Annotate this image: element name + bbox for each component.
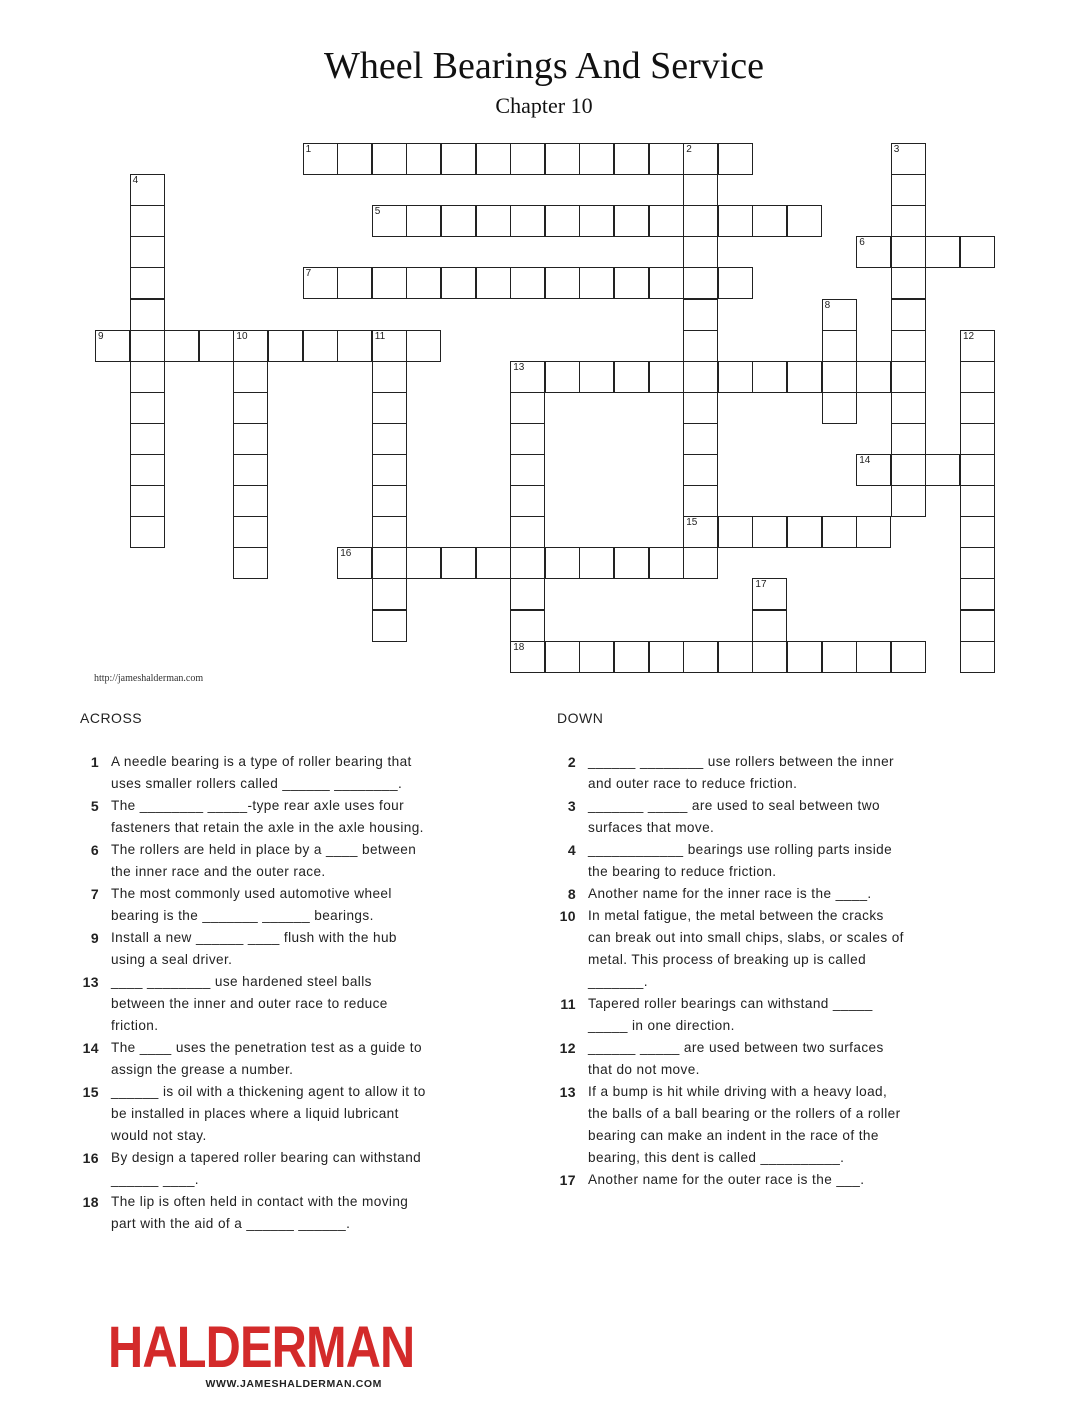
clue-text-line: ____ ________ use hardened steel balls	[111, 974, 372, 989]
crossword-cell	[925, 236, 960, 268]
clue-text-line: Install a new ______ ____ flush with the hub	[111, 930, 397, 945]
crossword-cell	[891, 236, 926, 268]
crossword-cell	[822, 330, 857, 362]
crossword-cell	[787, 516, 822, 548]
crossword-cell	[372, 330, 407, 362]
crossword-cell	[510, 205, 545, 237]
clue-item	[556, 905, 996, 993]
crossword-cell	[683, 547, 718, 579]
clue-text-line: Another name for the outer race is the ___.	[588, 1172, 865, 1187]
crossword-cell	[579, 143, 614, 175]
cell-number: 11	[374, 330, 386, 342]
clue-number: 2	[567, 754, 576, 770]
crossword-cell	[822, 392, 857, 424]
clue-text-line: that do not move.	[588, 1062, 700, 1077]
clue-text-line: ______ is oil with a thickening agent to allow it to	[111, 1084, 426, 1099]
clue-number: 18	[82, 1194, 99, 1210]
crossword-cell	[752, 205, 787, 237]
crossword-cell	[372, 454, 407, 486]
crossword-cell	[406, 330, 441, 362]
clue-item	[79, 971, 519, 1037]
crossword-cell	[510, 143, 545, 175]
crossword-cell	[891, 267, 926, 299]
clue-text-line: bearing, this dent is called __________.	[588, 1150, 845, 1165]
clue-item	[556, 1169, 996, 1191]
crossword-cell	[337, 547, 372, 579]
clue-item	[556, 993, 996, 1037]
crossword-cell	[960, 236, 995, 268]
crossword-cell	[233, 547, 268, 579]
clue-number: 10	[559, 908, 576, 924]
crossword-cell	[752, 610, 787, 642]
crossword-cell	[476, 205, 511, 237]
clue-text-line: be installed in places where a liquid lubricant	[111, 1106, 399, 1121]
clue-number: 11	[560, 996, 576, 1012]
crossword-cell	[372, 361, 407, 393]
crossword-cell	[718, 267, 753, 299]
clue-item	[79, 927, 519, 971]
clue-text-line: Another name for the inner race is the ____.	[588, 886, 872, 901]
clue-number: 9	[90, 930, 99, 946]
crossword-cell	[406, 205, 441, 237]
crossword-cell	[683, 267, 718, 299]
cell-number: 3	[893, 144, 900, 155]
crossword-cell	[822, 641, 857, 673]
logo-url: WWW.JAMESHALDERMAN.COM	[205, 1378, 382, 1390]
crossword-cell	[372, 610, 407, 642]
clue-item	[79, 1191, 519, 1235]
cell-number: 17	[755, 579, 767, 591]
crossword-cell	[372, 547, 407, 579]
crossword-cell	[130, 392, 165, 424]
crossword-cell	[718, 143, 753, 175]
crossword-cell	[649, 361, 684, 393]
clue-item	[556, 839, 996, 883]
crossword-grid	[0, 0, 1088, 700]
clue-number: 5	[90, 798, 99, 814]
crossword-cell	[614, 205, 649, 237]
crossword-cell	[752, 516, 787, 548]
crossword-cell	[372, 578, 407, 610]
across-clue-list	[79, 751, 519, 1235]
clue-text-line: In metal fatigue, the metal between the cracks	[588, 908, 884, 923]
cell-number: 9	[98, 330, 104, 342]
crossword-cell	[130, 516, 165, 548]
crossword-cell	[406, 143, 441, 175]
crossword-cell	[960, 361, 995, 393]
crossword-cell	[683, 330, 718, 362]
page-title: Wheel Bearings And Service	[323, 45, 765, 87]
cell-number: 10	[236, 330, 248, 342]
clue-item	[79, 883, 519, 927]
crossword-cell	[510, 485, 545, 517]
crossword-cell	[787, 361, 822, 393]
crossword-cell	[406, 267, 441, 299]
crossword-cell	[856, 641, 891, 673]
crossword-cell	[268, 330, 303, 362]
clue-text-line: metal. This process of breaking up is called	[588, 952, 867, 967]
crossword-cell	[545, 205, 580, 237]
cell-number: 16	[340, 548, 352, 560]
crossword-cell	[130, 485, 165, 517]
crossword-cell	[683, 143, 718, 175]
crossword-cell	[233, 392, 268, 424]
crossword-cell	[683, 236, 718, 268]
crossword-cell	[752, 361, 787, 393]
logo-wordmark: HALDERMAN	[108, 1315, 415, 1380]
crossword-cell	[372, 392, 407, 424]
clue-text-line: ____________ bearings use rolling parts inside	[588, 842, 893, 857]
clue-item	[556, 751, 996, 795]
clue-text-line: _______ _____ are used to seal between two	[588, 798, 880, 813]
clue-text-line: The ____ uses the penetration test as a guide to	[111, 1040, 422, 1055]
crossword-cell	[130, 299, 165, 331]
crossword-cell	[233, 423, 268, 455]
clue-item	[79, 1037, 519, 1081]
crossword-cell	[822, 516, 857, 548]
crossword-cell	[718, 516, 753, 548]
cell-number: 4	[132, 175, 139, 187]
clue-text-line: ______ ________ use rollers between the inner	[588, 754, 894, 769]
crossword-cell	[510, 392, 545, 424]
crossword-cell	[614, 361, 649, 393]
crossword-cell	[510, 578, 545, 610]
crossword-cell	[787, 205, 822, 237]
crossword-cell	[337, 267, 372, 299]
crossword-cell	[441, 267, 476, 299]
crossword-cell	[372, 485, 407, 517]
crossword-cell	[683, 392, 718, 424]
crossword-cell	[960, 610, 995, 642]
crossword-cell	[614, 143, 649, 175]
clue-text-line: can break out into small chips, slabs, or scales of	[588, 930, 904, 945]
crossword-cell	[233, 361, 268, 393]
clue-number: 14	[82, 1040, 99, 1056]
clue-item	[556, 795, 996, 839]
clue-item	[556, 1037, 996, 1081]
cell-number: 14	[859, 455, 871, 466]
cell-number: 1	[305, 144, 312, 155]
clue-number: 3	[567, 798, 576, 814]
crossword-cell	[960, 454, 995, 486]
clue-number: 13	[559, 1084, 576, 1100]
crossword-cell	[130, 454, 165, 486]
page-subtitle: Chapter 10	[495, 93, 593, 118]
across-heading: ACROSS	[80, 710, 143, 726]
crossword-cell	[960, 547, 995, 579]
crossword-cell	[441, 205, 476, 237]
crossword-cell	[476, 267, 511, 299]
clue-item	[79, 751, 519, 795]
crossword-cell	[683, 299, 718, 331]
clue-number: 4	[567, 842, 576, 858]
clue-text-line: A needle bearing is a type of roller bearing that	[111, 754, 412, 769]
crossword-cell	[822, 361, 857, 393]
crossword-cell	[683, 174, 718, 206]
crossword-cell	[718, 361, 753, 393]
crossword-cell	[614, 547, 649, 579]
crossword-cell	[372, 143, 407, 175]
crossword-cell	[718, 205, 753, 237]
cell-number: 7	[305, 268, 312, 280]
crossword-cell	[960, 330, 995, 362]
crossword-cell	[925, 454, 960, 486]
crossword-cell	[510, 641, 545, 673]
crossword-cell	[752, 641, 787, 673]
crossword-cell	[891, 299, 926, 331]
crossword-cell	[303, 143, 338, 175]
crossword-cell	[579, 547, 614, 579]
crossword-cell	[130, 236, 165, 268]
crossword-cell	[891, 143, 926, 175]
clue-text-line: The rollers are held in place by a ____ between	[111, 842, 417, 857]
crossword-cell	[718, 641, 753, 673]
crossword-cell	[579, 205, 614, 237]
crossword-cell	[960, 578, 995, 610]
crossword-cell	[233, 485, 268, 517]
crossword-cell	[510, 267, 545, 299]
crossword-cell	[649, 205, 684, 237]
crossword-cell	[960, 641, 995, 673]
crossword-cell	[233, 330, 268, 362]
clue-text-line: The lip is often held in contact with the moving	[111, 1194, 409, 1209]
clue-item	[556, 1081, 996, 1169]
crossword-cell	[441, 547, 476, 579]
crossword-cell	[752, 578, 787, 610]
cell-number: 5	[374, 206, 381, 218]
crossword-cell	[579, 267, 614, 299]
crossword-cell	[649, 267, 684, 299]
crossword-cell	[683, 361, 718, 393]
crossword-cell	[476, 143, 511, 175]
cell-number: 15	[686, 517, 698, 529]
clue-item	[556, 883, 996, 905]
crossword-cell	[406, 547, 441, 579]
clue-text-line: assign the grease a number.	[111, 1062, 294, 1077]
crossword-cell	[891, 174, 926, 206]
crossword-cell	[856, 516, 891, 548]
crossword-cell	[891, 485, 926, 517]
crossword-cell	[510, 516, 545, 548]
clue-number: 13	[82, 974, 99, 990]
clue-text-line: surfaces that move.	[588, 820, 715, 835]
crossword-cell	[891, 423, 926, 455]
crossword-cell	[95, 330, 130, 362]
clue-text-line: the inner race and the outer race.	[111, 864, 326, 879]
clue-text-line: If a bump is hit while driving with a heavy load,	[588, 1084, 888, 1099]
crossword-cell	[683, 641, 718, 673]
down-clue-list	[556, 751, 996, 1191]
clue-text-line: part with the aid of a ______ ______.	[111, 1216, 351, 1231]
crossword-cell	[130, 423, 165, 455]
crossword-cell	[649, 641, 684, 673]
crossword-cell	[164, 330, 199, 362]
clue-number: 7	[90, 886, 99, 902]
crossword-cell	[510, 361, 545, 393]
crossword-cell	[130, 174, 165, 206]
crossword-cell	[545, 267, 580, 299]
crossword-cell	[683, 516, 718, 548]
crossword-cell	[856, 361, 891, 393]
clue-number: 17	[559, 1172, 576, 1188]
crossword-cell	[510, 610, 545, 642]
clue-text-line: ______ _____ are used between two surfaces	[588, 1040, 884, 1055]
crossword-cell	[545, 547, 580, 579]
crossword-cell	[649, 143, 684, 175]
crossword-cell	[891, 361, 926, 393]
cell-number: 2	[686, 144, 692, 155]
clue-text-line: Tapered roller bearings can withstand _____	[588, 996, 873, 1011]
cell-number: 12	[963, 330, 975, 342]
clue-text-line: _______.	[588, 974, 648, 989]
cell-number: 8	[824, 299, 831, 311]
crossword-cell	[787, 641, 822, 673]
crossword-cell	[891, 392, 926, 424]
crossword-cell	[510, 423, 545, 455]
source-url: http://jameshalderman.com	[94, 673, 204, 684]
clue-text-line: By design a tapered roller bearing can withstand	[111, 1150, 422, 1165]
crossword-cell	[545, 641, 580, 673]
crossword-cell	[199, 330, 234, 362]
cell-number: 18	[513, 641, 525, 653]
crossword-cell	[130, 205, 165, 237]
clue-number: 12	[559, 1040, 576, 1056]
crossword-cell	[856, 236, 891, 268]
crossword-cell	[960, 423, 995, 455]
clue-text-line: the bearing to reduce friction.	[588, 864, 777, 879]
clue-text-line: uses smaller rollers called ______ ________.	[111, 776, 403, 791]
clue-number: 16	[82, 1150, 99, 1166]
crossword-cell	[372, 423, 407, 455]
clue-text-line: The most commonly used automotive wheel	[111, 886, 392, 901]
crossword-cell	[683, 205, 718, 237]
crossword-cell	[303, 330, 338, 362]
clue-number: 15	[82, 1084, 99, 1100]
crossword-cell	[372, 267, 407, 299]
clue-item	[79, 1147, 519, 1191]
crossword-cell	[683, 454, 718, 486]
crossword-cell	[856, 454, 891, 486]
crossword-cell	[891, 205, 926, 237]
crossword-cell	[960, 485, 995, 517]
crossword-cell	[510, 547, 545, 579]
crossword-cell	[510, 454, 545, 486]
crossword-cell	[130, 330, 165, 362]
clue-text-line: bearing can make an indent in the race of the	[588, 1128, 879, 1143]
clue-text-line: ______ ____.	[111, 1172, 199, 1187]
crossword-cell	[960, 392, 995, 424]
clue-text-line: using a seal driver.	[111, 952, 233, 967]
crossword-cell	[545, 361, 580, 393]
cell-number: 6	[859, 237, 865, 249]
crossword-cell	[960, 516, 995, 548]
crossword-cell	[683, 485, 718, 517]
crossword-cell	[579, 361, 614, 393]
clue-text-line: between the inner and outer race to reduce	[111, 996, 388, 1011]
crossword-cell	[337, 143, 372, 175]
crossword-cell	[649, 547, 684, 579]
crossword-cell	[891, 330, 926, 362]
crossword-cell	[891, 641, 926, 673]
down-heading: DOWN	[557, 710, 604, 726]
clue-text-line: the balls of a ball bearing or the rollers of a roller	[588, 1106, 901, 1121]
halderman-logo	[108, 1315, 415, 1390]
crossword-cell	[372, 205, 407, 237]
clue-text-line: fasteners that retain the axle in the axle housing.	[111, 820, 424, 835]
crossword-cell	[476, 547, 511, 579]
crossword-cell	[891, 454, 926, 486]
clue-text-line: The ________ _____-type rear axle uses four	[111, 798, 405, 813]
clue-number: 8	[567, 886, 576, 902]
crossword-cell	[372, 516, 407, 548]
crossword-cell	[579, 641, 614, 673]
crossword-cell	[233, 516, 268, 548]
clue-text-line: _____ in one direction.	[588, 1018, 735, 1033]
clue-text-line: friction.	[111, 1018, 159, 1033]
clue-text-line: bearing is the _______ ______ bearings.	[111, 908, 374, 923]
cell-number: 13	[513, 361, 525, 373]
crossword-cell	[303, 267, 338, 299]
crossword-cell	[614, 267, 649, 299]
clue-number: 1	[90, 754, 99, 770]
crossword-cell	[822, 299, 857, 331]
crossword-cell	[441, 143, 476, 175]
crossword-cell	[233, 454, 268, 486]
crossword-cell	[614, 641, 649, 673]
clue-item	[79, 839, 519, 883]
crossword-cell	[130, 361, 165, 393]
clue-text-line: and outer race to reduce friction.	[588, 776, 798, 791]
clue-number: 6	[90, 842, 99, 858]
clue-text-line: would not stay.	[111, 1128, 207, 1143]
clue-item	[79, 795, 519, 839]
clue-item	[79, 1081, 519, 1147]
crossword-cell	[130, 267, 165, 299]
crossword-cell	[545, 143, 580, 175]
crossword-cell	[683, 423, 718, 455]
crossword-cell	[337, 330, 372, 362]
